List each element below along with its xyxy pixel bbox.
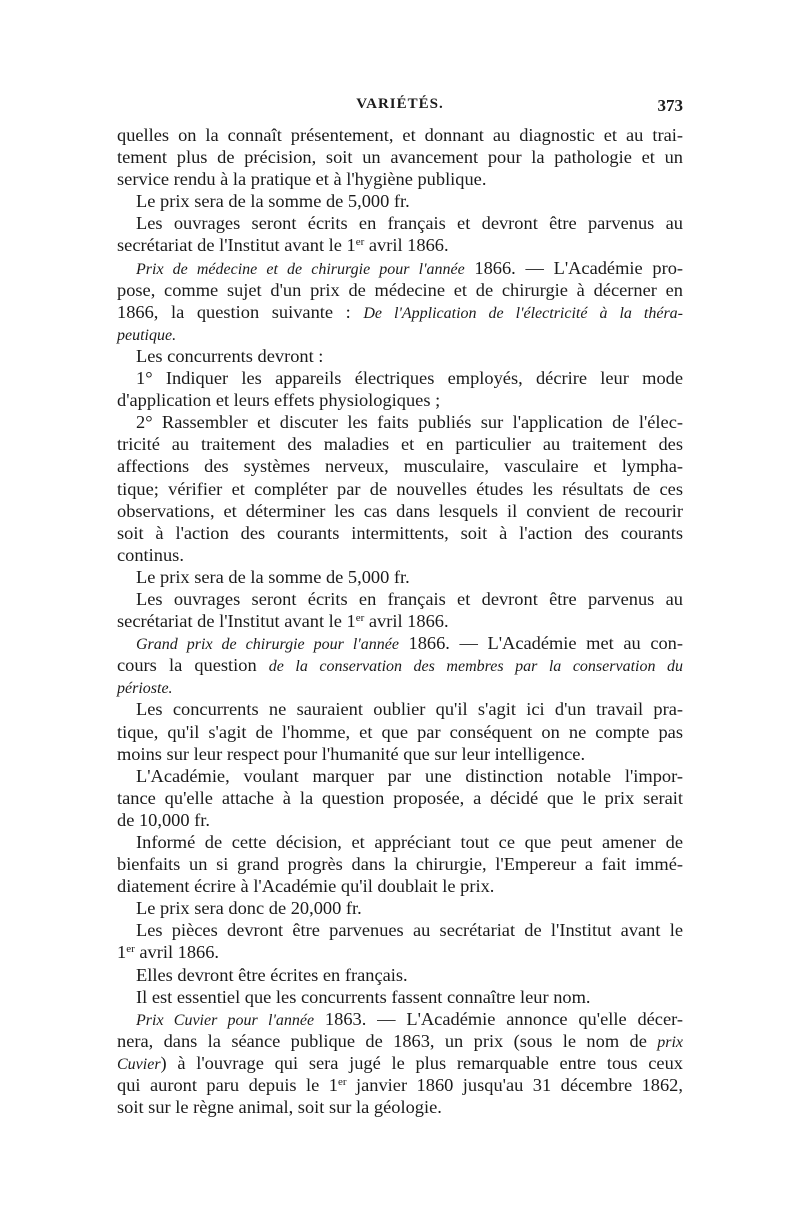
text-line [117, 676, 683, 698]
text-segment: d'application et leurs effets physiologiques ; [117, 390, 441, 411]
text-segment: 1866. — L'Académie pro- [464, 257, 684, 278]
text-segment: soit sur le règne animal, soit sur la géologie. [117, 1097, 442, 1118]
text-line [117, 919, 683, 941]
text-segment: tique, qu'il s'agit de l'homme, et que par conséquent on ne compte pas [117, 721, 683, 742]
text-segment: 2° Rassembler et discuter les faits publiés sur l'application de l'élec- [136, 412, 683, 433]
text-line [117, 367, 683, 389]
text-line [117, 1008, 683, 1030]
text-segment: qui auront paru depuis le 1 [117, 1075, 338, 1096]
text-line [117, 345, 683, 367]
text-line [117, 588, 683, 610]
italic-text: peutique. [117, 326, 177, 344]
text-segment: 1866. — L'Académie met au con- [398, 633, 683, 654]
italic-text: de la conservation des membres par la conservation du [268, 658, 683, 676]
page-number: 373 [657, 96, 683, 115]
text-segment: service rendu à la pratique et à l'hygiène publique. [117, 169, 487, 190]
text-line [117, 190, 683, 212]
text-segment: Le prix sera donc de 20,000 fr. [136, 898, 362, 919]
text-line [117, 897, 683, 919]
body-text [117, 124, 683, 1118]
italic-text: Prix de médecine et de chirurgie pour l'année [136, 260, 465, 278]
text-segment: quelles on la connaît présentement, et donnant au diagnostic et au trai- [117, 125, 683, 145]
text-segment: Il est essentiel que les concurrents fassent connaître leur nom. [136, 986, 591, 1007]
text-line [117, 610, 683, 632]
text-segment: Les ouvrages seront écrits en français et devront être parvenus au [136, 588, 683, 609]
text-segment: janvier 1860 jusqu'au 31 décembre 1862, [346, 1075, 683, 1096]
text-segment: bienfaits un si grand progrès dans la chirurgie, l'Empereur a fait immé- [117, 854, 683, 875]
text-segment: nera, dans la séance publique de 1863, un prix (sous le nom de [117, 1030, 658, 1051]
text-line [117, 301, 683, 323]
text-line [117, 698, 683, 720]
text-segment: Les concurrents ne sauraient oublier qu'il s'agit ici d'un travail pra- [136, 699, 683, 720]
text-line [117, 234, 683, 256]
text-line [117, 964, 683, 986]
text-segment: Elles devront être écrites en français. [136, 964, 408, 985]
text-segment: tement plus de précision, soit un avancement pour la pathologie et un [117, 147, 683, 168]
text-segment: L'Académie, voulant marquer par une distinction notable l'impor- [136, 765, 683, 786]
text-line [117, 433, 683, 455]
running-head: VARIÉTÉS. [356, 96, 444, 112]
text-segment: ) à l'ouvrage qui sera jugé le plus remarquable entre tous ceux [160, 1052, 683, 1073]
text-segment: tance qu'elle attache à la question proposée, a décidé que le prix serait [117, 787, 683, 808]
text-line [117, 257, 683, 279]
text-segment: Les ouvrages seront écrits en français et devront être parvenus au [136, 213, 683, 234]
italic-text: Grand prix de chirurgie pour l'année [136, 636, 399, 654]
text-line [117, 500, 683, 522]
text-segment: Le prix sera de la somme de 5,000 fr. [136, 566, 410, 587]
text-segment: pose, comme sujet d'un prix de médecine et de chirurgie à décerner en [117, 279, 683, 300]
text-line [117, 654, 683, 676]
text-segment: avril 1866. [134, 942, 220, 963]
text-line [117, 279, 683, 301]
text-segment: 1° Indiquer les appareils électriques employés, décrire leur mode [136, 368, 683, 389]
text-segment: avril 1866. [364, 235, 449, 256]
text-line [117, 1096, 683, 1118]
text-segment: Le prix sera de la somme de 5,000 fr. [136, 191, 410, 212]
text-segment: avril 1866. [364, 611, 449, 632]
text-segment: 1863. — L'Académie annonce qu'elle décer- [314, 1008, 684, 1029]
text-segment: moins sur leur respect pour l'humanité que sur leur intelligence. [117, 743, 586, 764]
text-line [117, 212, 683, 234]
text-line [117, 146, 683, 168]
text-line [117, 721, 683, 743]
superscript: er [355, 236, 365, 249]
text-line [117, 941, 683, 963]
text-segment: secrétariat de l'Institut avant le 1 [117, 235, 356, 256]
text-segment: tique; vérifier et compléter par de nouvelles études les résultats de ces [117, 478, 683, 499]
text-line [117, 455, 683, 477]
text-segment: tricité au traitement des maladies et en particulier au traitement des [117, 434, 683, 455]
text-line [117, 168, 683, 190]
superscript: er [126, 943, 135, 956]
italic-text: Cuvier [117, 1055, 161, 1073]
text-line [117, 566, 683, 588]
text-line [117, 411, 683, 433]
page-header [117, 96, 683, 118]
text-segment: soit à l'action des courants intermittents, soit à l'action des courants [117, 522, 683, 543]
text-segment: Les concurrents devront : [136, 345, 324, 366]
text-line [117, 323, 683, 345]
text-line [117, 765, 683, 787]
text-line [117, 124, 683, 146]
text-segment: de 10,000 fr. [117, 809, 210, 830]
text-line [117, 986, 683, 1008]
text-segment: continus. [117, 544, 184, 565]
text-segment: 1866, la question suivante : [117, 301, 364, 322]
text-line [117, 478, 683, 500]
text-line [117, 853, 683, 875]
superscript: er [338, 1076, 347, 1089]
text-line [117, 1052, 683, 1074]
text-line [117, 809, 683, 831]
text-line [117, 544, 683, 566]
text-line [117, 1074, 683, 1096]
text-line [117, 522, 683, 544]
text-segment: cours la question [117, 655, 269, 676]
italic-text: Prix Cuvier pour l'année [136, 1011, 315, 1029]
text-line [117, 787, 683, 809]
italic-text: prix [657, 1033, 683, 1051]
text-line [117, 875, 683, 897]
text-line [117, 632, 683, 654]
text-segment: observations, et déterminer les cas dans lesquels il convient de recourir [117, 500, 683, 521]
italic-text: De l'Application de l'électricité à la théra- [363, 304, 684, 322]
text-segment: diatement écrire à l'Académie qu'il doublait le prix. [117, 876, 495, 897]
text-line [117, 831, 683, 853]
text-segment: Informé de cette décision, et appréciant tout ce que peut amener de [136, 832, 683, 852]
text-segment: 1 [117, 942, 127, 963]
text-line [117, 1030, 683, 1052]
text-line [117, 743, 683, 765]
text-segment: affections des systèmes nerveux, musculaire, vasculaire et lympha- [117, 456, 683, 477]
text-segment: Les pièces devront être parvenues au secrétariat de l'Institut avant le [136, 920, 683, 941]
italic-text: périoste. [117, 680, 173, 698]
text-segment: secrétariat de l'Institut avant le 1 [117, 611, 356, 632]
superscript: er [355, 612, 365, 625]
text-line [117, 389, 683, 411]
